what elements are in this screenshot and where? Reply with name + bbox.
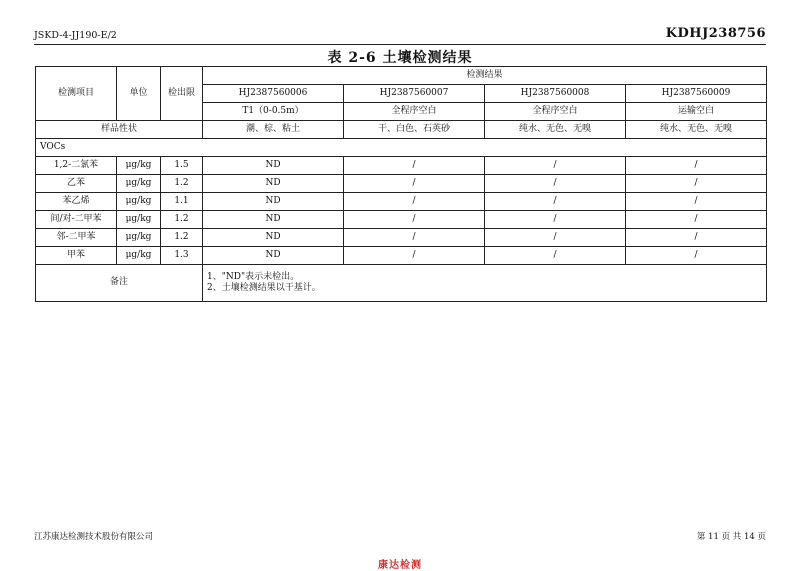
result-value: / [485, 193, 626, 211]
unit: μg/kg [117, 211, 161, 229]
report-number: KDHJ238756 [665, 26, 766, 41]
sample-id: HJ2387560007 [344, 85, 485, 103]
unit: μg/kg [117, 157, 161, 175]
result-value: / [344, 229, 485, 247]
sample-nature-row [36, 121, 767, 139]
result-value: ND [203, 229, 344, 247]
seal-stamp: 康达检测 [378, 560, 422, 571]
detection-limit: 1.2 [161, 175, 203, 193]
footer-page-number: 第 11 页 共 14 页 [696, 532, 766, 542]
result-value: / [344, 247, 485, 265]
notes-content [203, 265, 767, 302]
table-row [36, 229, 767, 247]
result-value: / [344, 157, 485, 175]
sample-point: 运输空白 [626, 103, 767, 121]
sample-nature: 干、白色、石英砂 [344, 121, 485, 139]
unit: μg/kg [117, 229, 161, 247]
result-value: / [626, 211, 767, 229]
sample-nature-label: 样品性状 [36, 121, 203, 139]
sample-nature: 纯水、无色、无嗅 [626, 121, 767, 139]
group-row [36, 139, 767, 157]
sample-point: 全程序空白 [344, 103, 485, 121]
notes-label: 备注 [36, 265, 203, 302]
note-line: 2、土壤检测结果以干基计。 [207, 283, 321, 293]
soil-results-table [35, 66, 767, 302]
footer-company: 江苏康达检测技术股份有限公司 [34, 532, 154, 542]
result-value: ND [203, 193, 344, 211]
result-value: / [344, 211, 485, 229]
table-title: 表 2-6 土壤检测结果 [327, 50, 473, 66]
detection-limit: 1.2 [161, 211, 203, 229]
sample-point: T1（0-0.5m） [203, 103, 344, 121]
detection-limit: 1.2 [161, 229, 203, 247]
header-row-1 [36, 67, 767, 85]
sample-nature: 纯水、无色、无嗅 [485, 121, 626, 139]
result-value: / [485, 229, 626, 247]
unit: μg/kg [117, 175, 161, 193]
doc-code: JSKD-4-JJ190-E/2 [34, 30, 117, 41]
col-limit-header: 检出限 [161, 67, 203, 121]
table-row [36, 157, 767, 175]
result-value: ND [203, 175, 344, 193]
header-rule [34, 44, 766, 45]
col-results-header: 检测结果 [203, 67, 767, 85]
result-value: ND [203, 247, 344, 265]
result-value: / [485, 157, 626, 175]
result-value: / [626, 193, 767, 211]
item-name: 苯乙烯 [36, 193, 117, 211]
result-value: / [485, 211, 626, 229]
notes-row [36, 265, 767, 302]
unit: μg/kg [117, 193, 161, 211]
item-name: 1,2-二氯苯 [36, 157, 117, 175]
result-value: ND [203, 157, 344, 175]
result-value: / [626, 157, 767, 175]
item-name: 乙苯 [36, 175, 117, 193]
result-value: / [485, 247, 626, 265]
result-value: ND [203, 211, 344, 229]
col-item-header: 检测项目 [36, 67, 117, 121]
unit: μg/kg [117, 247, 161, 265]
sample-nature: 潮、棕、粘土 [203, 121, 344, 139]
detection-limit: 1.5 [161, 157, 203, 175]
table-row [36, 211, 767, 229]
sample-point: 全程序空白 [485, 103, 626, 121]
result-value: / [485, 175, 626, 193]
note-line: 1、"ND"表示未检出。 [207, 271, 300, 282]
sample-id: HJ2387560006 [203, 85, 344, 103]
table-row [36, 247, 767, 265]
result-value: / [344, 193, 485, 211]
col-unit-header: 单位 [117, 67, 161, 121]
detection-limit: 1.1 [161, 193, 203, 211]
sample-id: HJ2387560009 [626, 85, 767, 103]
result-value: / [344, 175, 485, 193]
table-row [36, 193, 767, 211]
result-value: / [626, 247, 767, 265]
result-value: / [626, 229, 767, 247]
result-value: / [626, 175, 767, 193]
item-name: 间/对-二甲苯 [36, 211, 117, 229]
group-label: VOCs [36, 139, 767, 157]
table-row [36, 175, 767, 193]
item-name: 邻-二甲苯 [36, 229, 117, 247]
sample-id: HJ2387560008 [485, 85, 626, 103]
detection-limit: 1.3 [161, 247, 203, 265]
item-name: 甲苯 [36, 247, 117, 265]
